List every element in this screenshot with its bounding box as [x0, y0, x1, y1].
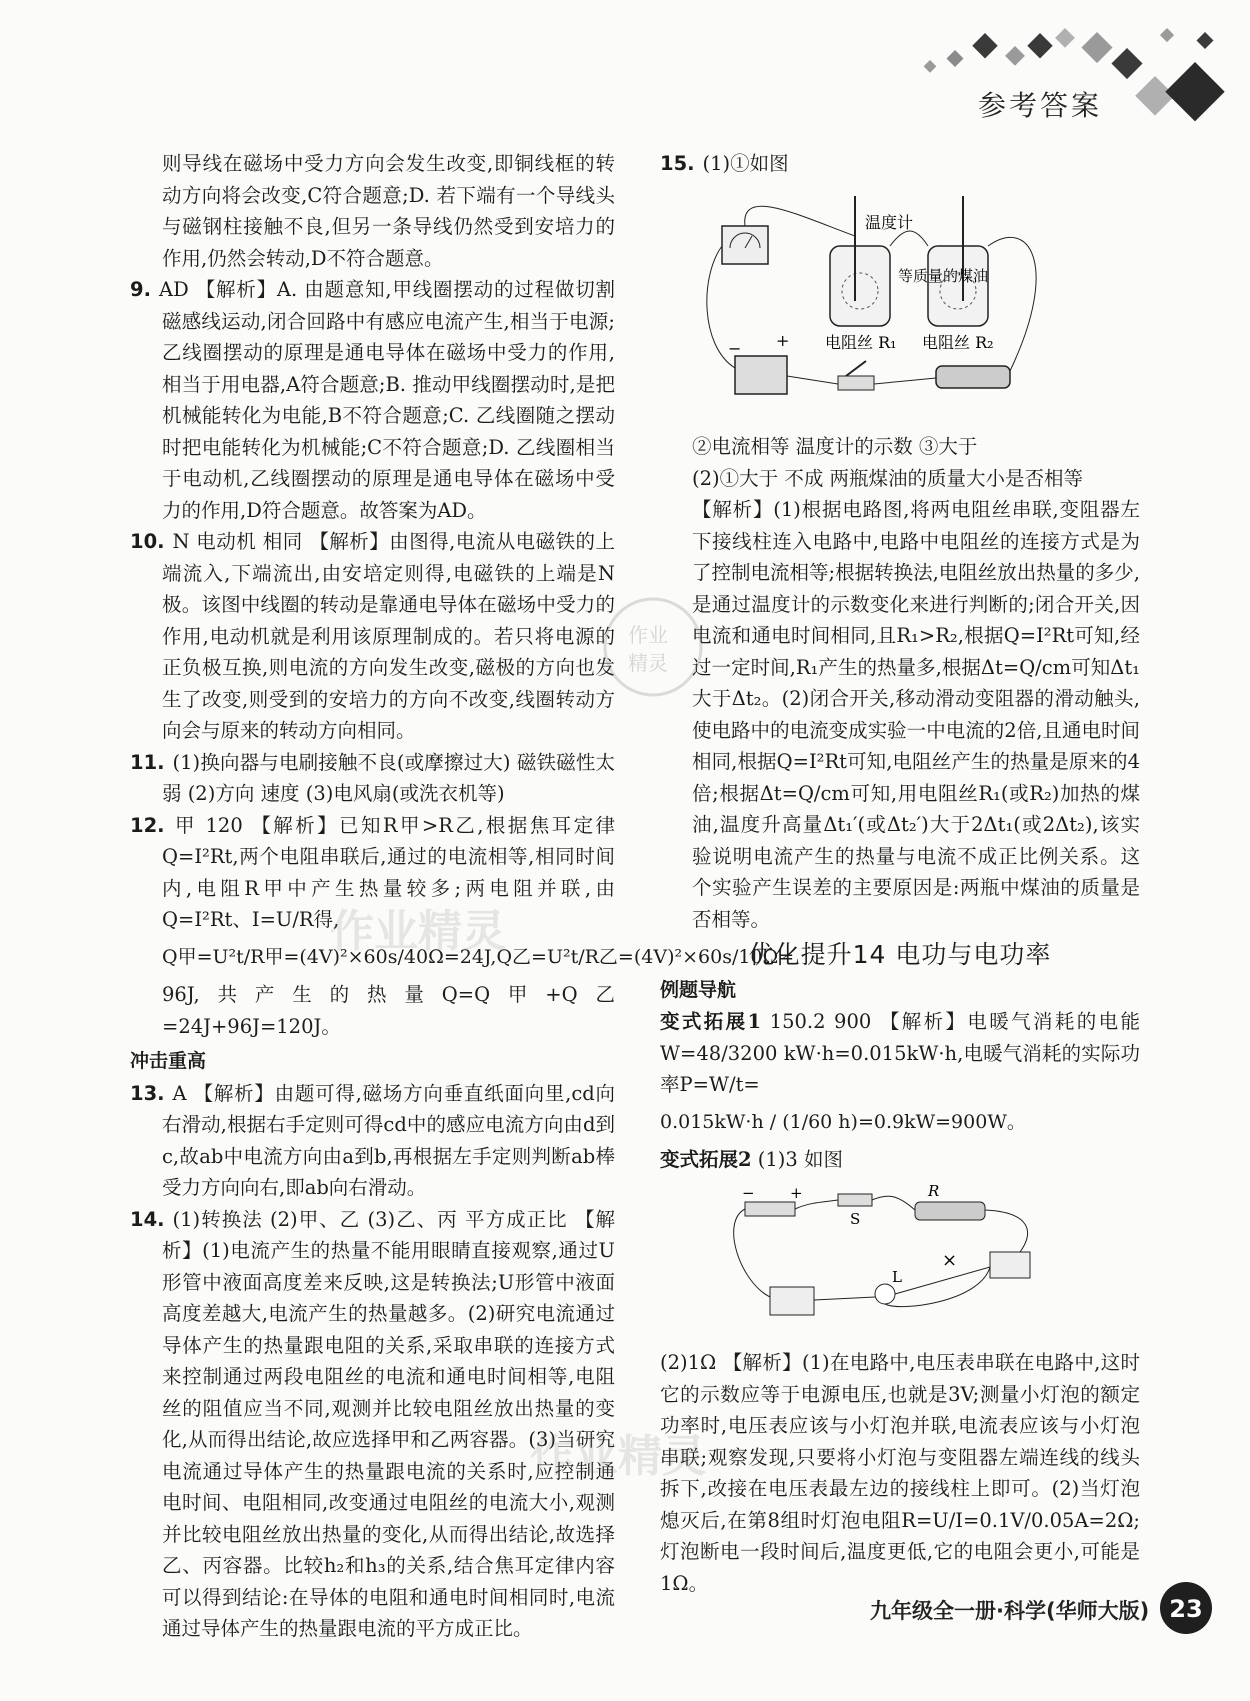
rheostat-icon [936, 366, 1010, 388]
right-column [660, 148, 1140, 1599]
question-number: 13. [130, 1081, 165, 1105]
extension-2-explanation: (2)1Ω 【解析】(1)在电路中,电压表串联在电路中,这时它的示数应等于电源电压,也就是3V;测量小灯泡的额定功率时,电压表应该与小灯泡并联,电流表应该与小灯泡串联;观察发现,只要将小灯泡与变阻器左端连线的线头拆下,改接在电压表最左边的接线柱上即可。(2)当灯泡熄灭后,在第8组时灯泡电阻R=U/I=0.1V/0.05A=2Ω;灯泡断电一段时间后,温度更低,它的电阻会更小,可能是1Ω。 [660, 1351, 1140, 1595]
label-thermometer: 温度计 [865, 212, 914, 232]
question-13 [130, 1078, 615, 1204]
question-15-explanation: 【解析】(1)根据电路图,将两电阻丝串联,变阻器左下接线柱连入电路中,电路中电阻丝的连接方式是为了控制电流相等;根据转换法,电阻丝放出热量的多少,是通过温度计的示数变化来进行判断的;闭合开关,因电流和通电时间相同,且R₁>R₂,根据Q=I²Rt可知,经过一定时间,R₁产生的热量多,根据Δt=Q/cm可知Δt₁大于Δt₂。(2)闭合开关,移动滑动变阻器的滑动触头,使电路中的电流变成实验一中电流的2倍,且通电时间相同,根据Q=I²Rt可知,电阻丝产生的热量是原来的4倍;根据Δt=Q/cm可知,用电阻丝R₁(或R₂)加热的煤油,温度升高量Δt₁′(或Δt₂′)大于2Δt₁(或2Δt₂),该实验说明电流产生的热量与电流不成正比例关系。这个实验产生误差的主要原因是:两瓶中煤油的质量是否相等。 [692, 498, 1140, 931]
ammeter-icon [990, 1252, 1030, 1278]
cross-mark: × [942, 1249, 958, 1271]
extension-label: 变式拓展2 [660, 1148, 752, 1171]
jar-right [928, 246, 988, 326]
question-10 [130, 526, 615, 747]
stamp-text-2: 精灵 [628, 651, 668, 675]
question-9 [130, 274, 615, 526]
question-number: 9. [130, 278, 151, 301]
battery-plus: + [790, 1183, 803, 1202]
formula-ext1: 0.015kW·h / (1/60 h)=0.9kW=900W。 [660, 1110, 1026, 1133]
question-text: 甲 120 【解析】已知R甲>R乙,根据焦耳定律Q=I²Rt,两个电阻串联后,通过的电流相等,相同时间内,电阻R甲中产生热量较多;两电阻并联,由Q=I²Rt、I=U/R得, [162, 813, 615, 931]
question-text: N 电动机 相同 【解析】由图得,电流从电磁铁的上端流入,下端流出,由安培定则得,电磁铁的上端是N极。该图中线圈的转动是靠通电导体在磁场中受力的作用,电动机就是利用该原理制成的。若只将电源的正负极互换,则电流的方向发生改变,磁极的方向也发生了改变,则受到的安培力的方向不改变,线圈转动方向会与原来的转动方向相同。 [162, 530, 615, 742]
ammeter-icon [722, 226, 768, 264]
label-oil [898, 267, 988, 285]
intro-paragraph: 则导线在磁场中受力方向会发生改变,即铜线框的转动方向将会改变,C符合题意;D. 若下端有一个导线头与磁钢柱接触不良,但另一条导线仍然受到安培力的作用,仍然会转动,D不符合题意。 [162, 152, 615, 270]
rheostat-icon [915, 1202, 985, 1220]
question-12-tail: 96J,共产生的热量Q=Q甲+Q乙=24J+96J=120J。 [162, 983, 615, 1038]
question-text: (1)①如图 [702, 152, 789, 175]
diamond-icon [1135, 76, 1175, 116]
watermark-stamp [598, 592, 708, 702]
formula-q12: Q甲=U²t/R甲=(4V)²×60s/40Ω=24J,Q乙=U²t/R乙=(4V)²×60s/10Ω= [162, 945, 795, 968]
subhead-examples: 例题导航 [660, 978, 737, 1001]
header-title: 参考答案 [978, 89, 1103, 122]
lamp-label: L [892, 1267, 902, 1286]
diamond-icon [1160, 28, 1174, 42]
switch-label: S [850, 1209, 861, 1228]
watermark: 作业精灵 [530, 1431, 706, 1482]
question-text: (1)换向器与电刷接触不良(或摩擦过大) 磁铁磁性太弱 (2)方向 速度 (3)电风扇(或洗衣机等) [162, 750, 615, 805]
diamond-icon [947, 50, 964, 67]
page-number: 23 [1169, 1595, 1203, 1623]
battery-minus: − [742, 1183, 755, 1202]
question-12 [130, 810, 615, 936]
question-text: (1)转换法 (2)甲、乙 (3)乙、丙 平方成正比 【解析】(1)电流产生的热量不能用眼睛直接观察,通过U形管中液面高度差来反映,这是转换法;U形管中液面高度差越大,电流产生的热量越多。(2)研究电流通过导体产生的热量跟电阻的关系,采取串联的连接方式来控制通过两段电阻丝的电流和通电时间相等,电阻丝的阻值应当不同,观测并比较电阻丝放出热量的变化,从而得出结论,故应选择甲和乙两容器。(3)当研究电流通过导体产生的热量跟电流的关系时,应控制通电时间、电阻相同,改变通过电阻丝的电流大小,观测并比较电阻丝放出热量的变化,从而得出结论,故选择乙、丙容器。比较h₂和h₃的关系,结合焦耳定律内容可以得到结论:在导体的电阻和通电时间相同时,电流通过导体产生的热量跟电流的平方成正比。 [162, 1207, 615, 1640]
battery-minus: − [728, 338, 742, 358]
extension-1 [660, 1006, 1140, 1101]
label-oil-text: 等质量的煤油 [898, 266, 989, 285]
question-11 [130, 747, 615, 810]
circuit-figure-heating [660, 186, 1140, 416]
question-number: 12. [130, 813, 165, 837]
diamond-icon [1055, 28, 1075, 48]
question-15-answer-2: (2)①大于 不成 两瓶煤油的质量大小是否相等 [692, 466, 1084, 490]
jar-left [830, 246, 890, 326]
diamond-icon [1027, 33, 1052, 58]
extension-text: (1)3 如图 [757, 1148, 844, 1171]
switch-icon [838, 1194, 872, 1206]
battery-icon [745, 1202, 795, 1216]
watermark: 作业精灵 [330, 906, 506, 957]
diamond-icon [924, 60, 937, 73]
label-r1: 电阻丝 R₁ [825, 332, 897, 352]
footer-book-title: 九年级全一册·科学(华师大版) [870, 1599, 1150, 1623]
diamond-icon [1111, 48, 1142, 79]
diamond-icon [1165, 62, 1224, 121]
battery-plus: + [776, 330, 790, 350]
diamond-icon [1081, 32, 1112, 63]
question-number: 10. [130, 530, 165, 553]
voltmeter-icon [770, 1287, 814, 1315]
rheostat-label: R [928, 1181, 940, 1200]
question-number: 15. [660, 152, 695, 175]
question-text: A 【解析】由题可得,磁场方向垂直纸面向里,cd向右滑动,根据右手定则可得cd中的感应电流方向由d到c,故ab中电流方向由a到b,再根据左手定则判断ab棒受力方向向右,即ab向右滑动。 [162, 1081, 615, 1199]
question-number: 14. [130, 1207, 165, 1231]
battery-icon [735, 356, 787, 394]
extension-label: 变式拓展1 [660, 1010, 762, 1033]
diamond-icon [1197, 32, 1214, 49]
lamp-icon [875, 1284, 895, 1304]
question-number: 11. [130, 750, 165, 774]
question-text: AD 【解析】A. 由题意知,甲线圈摆动的过程做切割磁感线运动,闭合回路中有感应电流产生,相当于电源;乙线圈摆动的原理是通电导体在磁场中受力的作用,相当于用电器,A符合题意;B. 推动甲线圈摆动时,是把机械能转化为电能,B不符合题意;C. 乙线圈随之摆动时把电能转化为机械能;C不符合题意;D. 乙线圈相当于电动机,乙线圈摆动的原理是通电导体在磁场中受力的作用,D符合题意。故答案为AD。 [158, 278, 615, 522]
question-15 [660, 148, 1140, 180]
extension-2 [660, 1144, 1140, 1176]
circuit-figure-lamp [660, 1182, 1140, 1332]
extension-text: 150.2 900 【解析】电暖气消耗的电能W=48/3200 kW·h=0.015kW·h,电暖气消耗的实际功率P=W/t= [660, 1010, 1140, 1096]
stamp-text-1: 作业 [628, 623, 668, 647]
question-15-answer-1: ②电流相等 温度计的示数 ③大于 [692, 435, 978, 458]
diamond-icon [1005, 46, 1025, 66]
diamond-icon [972, 33, 997, 58]
page-number-badge [1158, 1580, 1214, 1636]
label-r2: 电阻丝 R₂ [922, 332, 994, 352]
subhead-challenge: 冲击重高 [130, 1050, 207, 1072]
switch-icon [838, 376, 874, 390]
question-14 [130, 1204, 615, 1645]
section-title: 优化提升14 电功与电功率 [748, 940, 1052, 969]
